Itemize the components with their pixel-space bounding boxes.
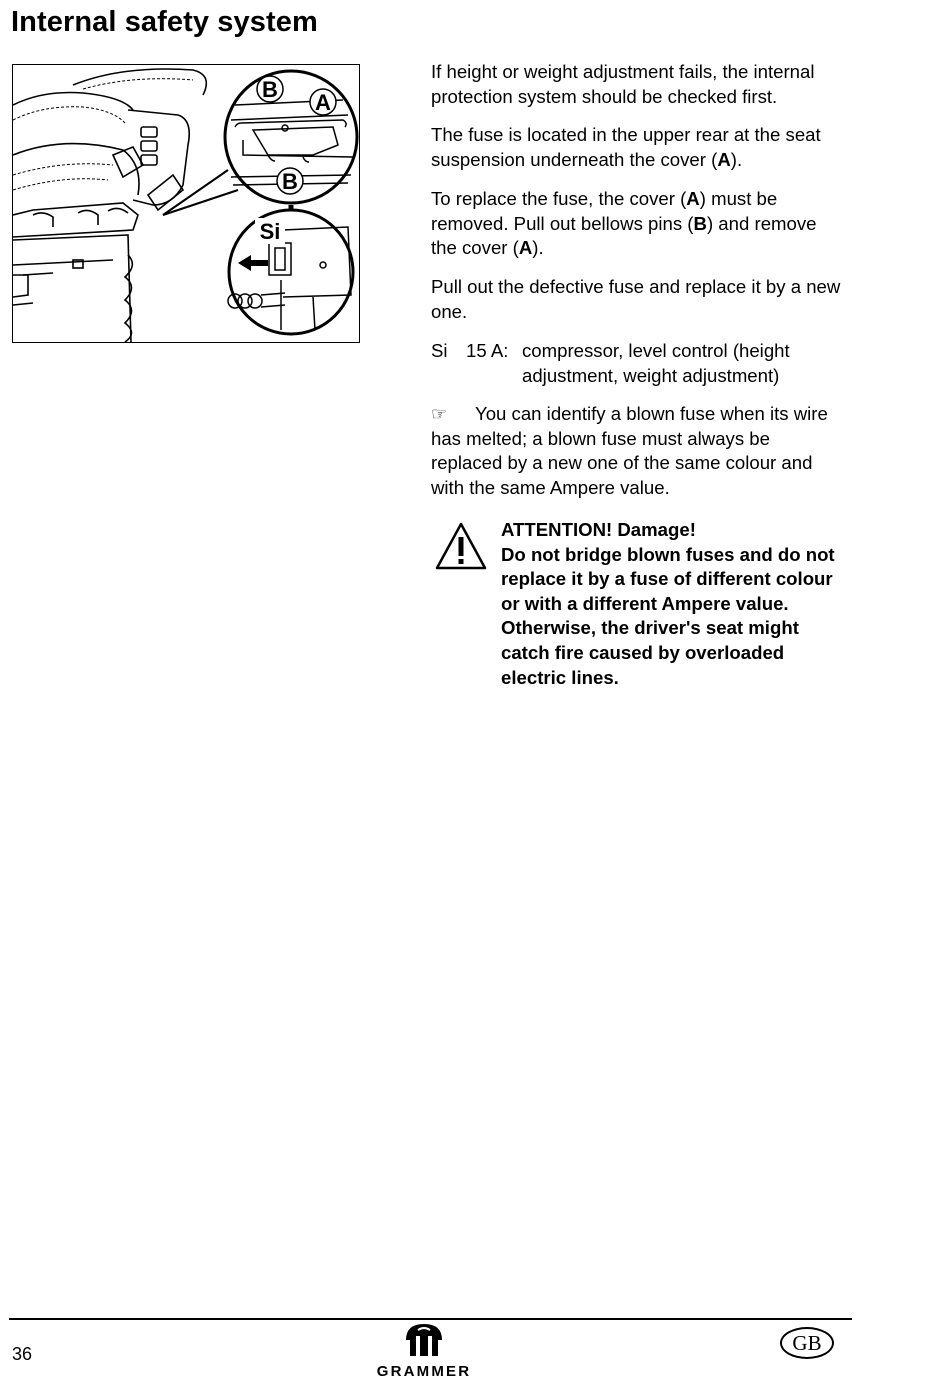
note-blown-fuse: [431, 402, 841, 500]
paragraph-remove-cover: [431, 187, 841, 261]
grammer-logo: [368, 1322, 480, 1380]
fuse-description: compressor, level control (height adjustment, weight adjustment): [522, 340, 790, 386]
paragraph-check-protection: If height or weight adjustment fails, the internal protection system should be checked first.: [431, 61, 815, 107]
seat-fuse-illustration: [12, 64, 360, 343]
label-a-ref: A: [717, 148, 731, 170]
callout-b-bottom: B: [282, 169, 298, 194]
language-badge: GB: [780, 1327, 834, 1359]
warning-text: Do not bridge blown fuses and do not replace it by a fuse of different colour or with a different Ampere value. Otherwise, the driver's seat might catch fire caused by overloaded electric lines.: [501, 543, 835, 688]
warning-triangle-icon: [434, 521, 488, 571]
paragraph-replace-fuse: Pull out the defective fuse and replace it by a new one.: [431, 276, 841, 322]
brand-name: GRAMMER: [376, 1363, 472, 1380]
fuse-rating: 15 A:: [466, 340, 509, 361]
callout-si: Si: [259, 219, 281, 244]
warning-block: [501, 518, 841, 690]
page-number: 36: [12, 1344, 33, 1364]
paragraph-fuse-location: [431, 123, 841, 172]
page-title: Internal safety system: [11, 6, 318, 38]
text-run: The fuse is located in the upper rear at the seat suspension underneath the cover (: [431, 124, 821, 170]
label-a-ref: A: [686, 188, 700, 209]
grammer-logo-icon: [404, 1322, 444, 1358]
fuse-label: Si: [431, 340, 448, 361]
seat-drawing: [13, 65, 359, 342]
text-run: ) must be removed. Pull out bellows pins (: [431, 188, 778, 234]
text-run: To replace the fuse, the cover (: [431, 188, 687, 209]
label-b-ref: B: [693, 212, 707, 234]
warning-heading: ATTENTION! Damage!: [501, 519, 696, 540]
pointing-hand-icon: ☞: [431, 404, 448, 424]
callout-b-top: B: [262, 77, 278, 102]
label-a-ref: A: [518, 237, 533, 259]
text-run: ) and remove the cover (: [431, 212, 817, 259]
note-text: You can identify a blown fuse when its wire has melted; a blown fuse must always be replaced by a new one of the same colour and with the same Ampere value.: [431, 403, 828, 498]
text-run: ).: [730, 148, 743, 170]
footer-rule: [9, 1318, 852, 1320]
callout-a: A: [315, 90, 331, 115]
text-run: ).: [532, 237, 544, 259]
